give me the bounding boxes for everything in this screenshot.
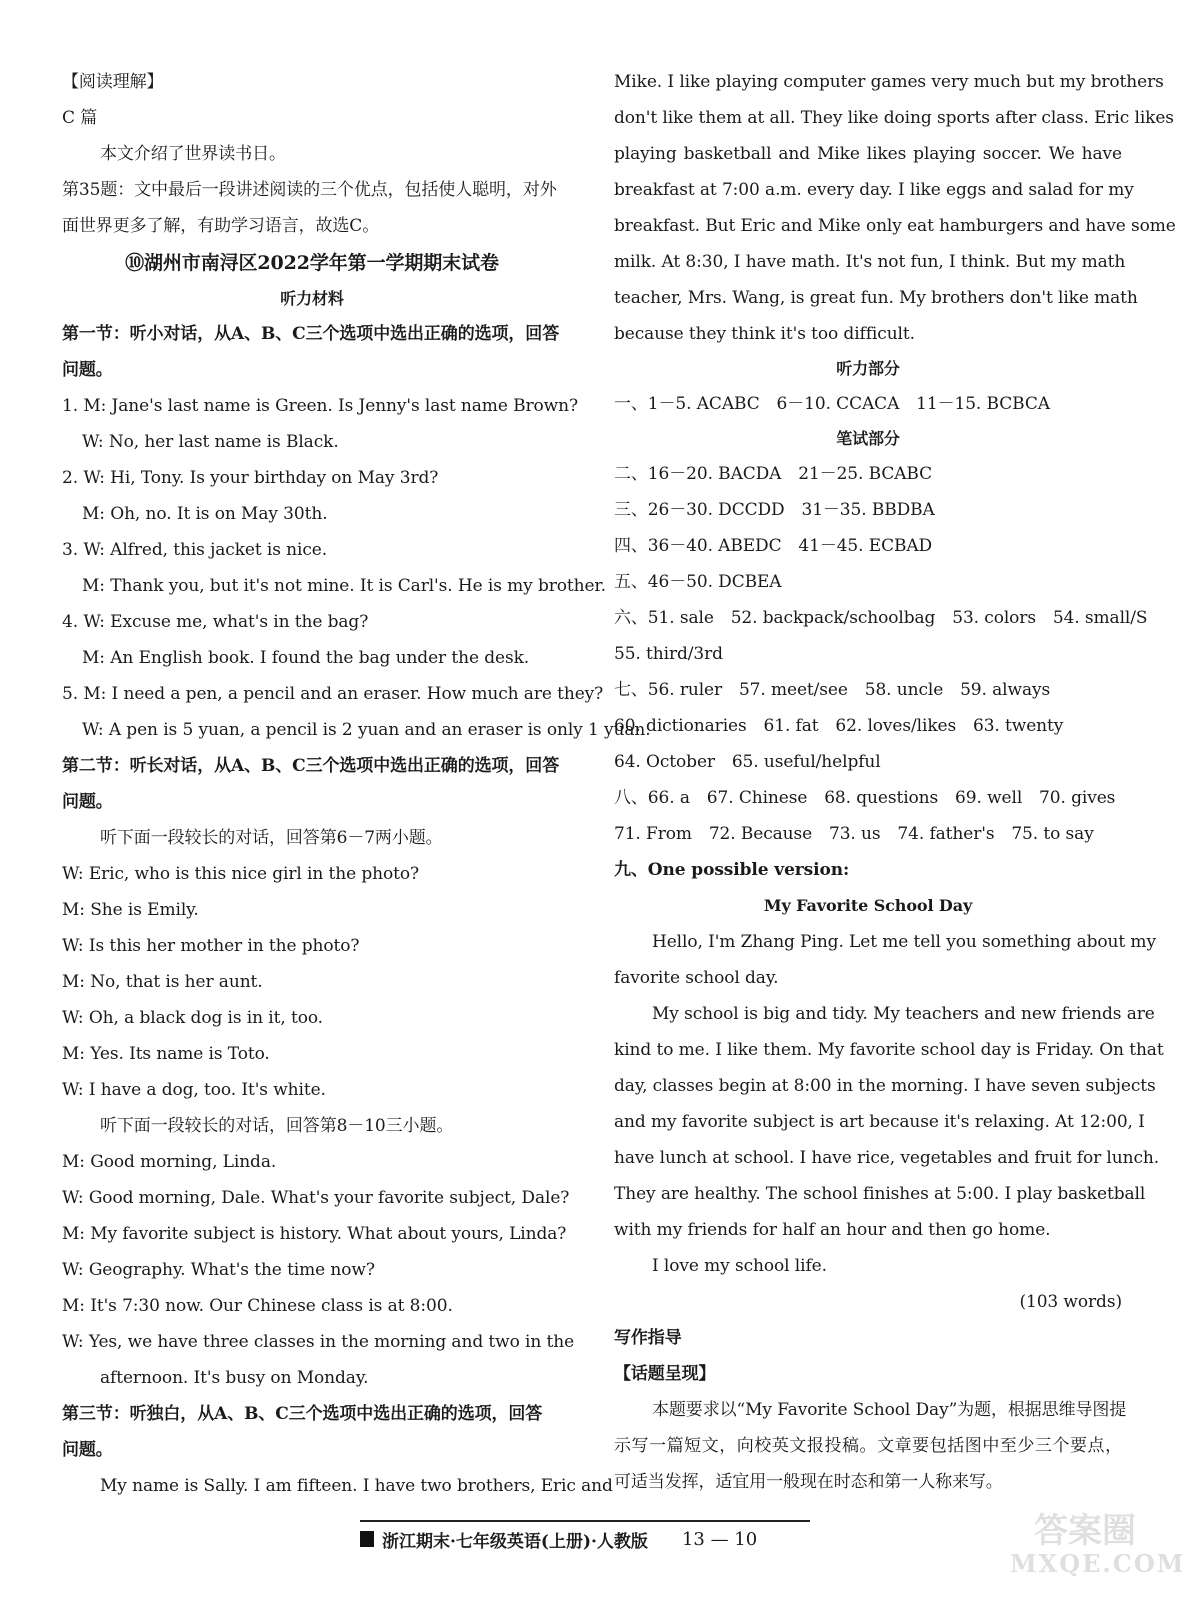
right-text-line: 71. From 72. Because 73. us 74. father's 75. to say [614,824,1094,844]
right-text-line: breakfast at 7:00 a.m. every day. I like eggs and salad for my [614,180,1134,200]
right-text-line: milk. At 8:30, I have math. It's not fun, I think. But my math [614,252,1126,272]
right-text-line: They are healthy. The school finishes at 5:00. I play basketball [614,1184,1146,1204]
left-text-line: My name is Sally. I am fifteen. I have two brothers, Eric and [100,1476,613,1496]
right-text-line: 可适当发挥，适宜用一般现在时态和第一人称来写。 [614,1472,1003,1492]
left-text-line: M: Oh, no. It is on May 30th. [82,504,328,524]
page-number: 13 — 10 [681,1528,758,1550]
right-text-line: because they think it's too difficult. [614,324,915,344]
right-text-line: 笔试部分 [836,429,900,448]
left-text-line: M: Yes. Its name is Toto. [62,1044,270,1064]
left-text-line: W: I have a dog, too. It's white. [62,1080,326,1100]
left-text-line: 听下面一段较长的对话，回答第6－7两小题。 [100,828,443,848]
left-text-line: W: Geography. What's the time now? [62,1260,375,1280]
left-text-line: 2. W: Hi, Tony. Is your birthday on May 3rd? [62,468,439,488]
right-text-line: have lunch at school. I have rice, vegetables and fruit for lunch. [614,1148,1160,1168]
right-text-line: Hello, I'm Zhang Ping. Let me tell you something about my [652,932,1156,952]
right-text-line: 八、66. a 67. Chinese 68. questions 69. well 70. gives [614,788,1116,808]
left-text-line: 1. M: Jane's last name is Green. Is Jenny's last name Brown? [62,396,578,416]
right-text-line: and my favorite subject is art because it's relaxing. At 12:00, I [614,1112,1145,1132]
left-text-line: 面世界更多了解，有助学习语言，故选C。 [62,216,380,236]
left-text-line: 第三节：听独白，从A、B、C三个选项中选出正确的选项，回答 [62,1404,543,1424]
right-text-line: 七、56. ruler 57. meet/see 58. uncle 59. always [614,680,1051,700]
right-text-line: 九、One possible version: [614,860,850,880]
right-column [614,64,1176,1500]
right-text-line: 三、26－30. DCCDD 31－35. BBDBA [614,500,935,520]
watermark-url: MXQE.COM [1010,1549,1185,1578]
right-text-line: 六、51. sale 52. backpack/schoolbag 53. colors 54. small/S [614,608,1148,628]
right-text-line: day, classes begin at 8:00 in the morning. I have seven subjects [614,1076,1156,1096]
left-text-line: 【阅读理解】 [62,72,164,92]
left-text-line: ⑩湖州市南浔区2022学年第一学期期末试卷 [125,252,499,274]
footer-square-icon [360,1531,374,1547]
right-text-line: with my friends for half an hour and then go home. [614,1220,1051,1240]
left-text-line: W: Eric, who is this nice girl in the photo? [62,864,420,884]
watermark-text: 答案圈 [1034,1511,1136,1551]
right-text-line: 55. third/3rd [614,644,723,664]
left-text-line: W: No, her last name is Black. [82,432,339,452]
left-text-line: W: Oh, a black dog is in it, too. [62,1008,323,1028]
left-text-line: 3. W: Alfred, this jacket is nice. [62,540,328,560]
right-text-line: 一、1－5. ACABC 6－10. CCACA 11－15. BCBCA [614,394,1050,414]
right-text-line: don't like them at all. They like doing sports after class. Eric likes [614,108,1174,128]
left-text-line: M: Thank you, but it's not mine. It is Carl's. He is my brother. [82,576,606,596]
right-text-line: 二、16－20. BACDA 21－25. BCABC [614,464,933,484]
right-text-line: 听力部分 [836,359,900,378]
right-text-line: My school is big and tidy. My teachers and new friends are [652,1004,1155,1024]
right-text-line: My Favorite School Day [763,896,973,915]
left-text-line: 问题。 [62,360,113,380]
left-text-line: W: Is this her mother in the photo? [62,936,360,956]
left-text-line: M: It's 7:30 now. Our Chinese class is at 8:00. [62,1296,453,1316]
left-text-line: 第二节：听长对话，从A、B、C三个选项中选出正确的选项，回答 [62,756,560,776]
right-text-line: I love my school life. [652,1256,827,1276]
left-text-line: M: She is Emily. [62,900,199,920]
left-text-line: M: An English book. I found the bag under the desk. [82,648,530,668]
right-text-line: kind to me. I like them. My favorite school day is Friday. On that [614,1040,1164,1060]
left-text-line: 听力材料 [280,289,344,308]
right-text-line: teacher, Mrs. Wang, is great fun. My brothers don't like math [614,288,1138,308]
left-text-line: M: Good morning, Linda. [62,1152,277,1172]
right-text-line: 60. dictionaries 61. fat 62. loves/likes 63. twenty [614,716,1064,736]
right-text-line: 四、36－40. ABEDC 41－45. ECBAD [614,536,933,556]
right-text-line: Mike. I like playing computer games very much but my brothers [614,72,1164,92]
left-text-line: 第一节：听小对话，从A、B、C三个选项中选出正确的选项，回答 [62,324,560,344]
left-text-line: 问题。 [62,792,113,812]
right-text-line: 示写一篇短文，向校英文报投稿。文章要包括图中至少三个要点， [614,1436,1122,1456]
left-text-line: 4. W: Excuse me, what's in the bag? [62,612,369,632]
right-text-line: 五、46－50. DCBEA [614,572,782,592]
footer-title: 浙江期末·七年级英语(上册)·人教版 [382,1531,648,1552]
page-footer [360,1520,810,1556]
right-text-line: breakfast. But Eric and Mike only eat hamburgers and have some [614,216,1176,236]
watermark-logo [1010,1511,1185,1582]
right-text-line: playing basketball and Mike likes playing soccer. We have [614,144,1122,164]
right-text-line: 写作指导 [614,1328,682,1348]
right-text-line: favorite school day. [614,968,779,988]
left-text-line: M: My favorite subject is history. What about yours, Linda? [62,1224,567,1244]
left-text-line: 5. M: I need a pen, a pencil and an eraser. How much are they? [62,684,604,704]
right-text-line: 64. October 65. useful/helpful [614,752,881,772]
left-text-line: W: Good morning, Dale. What's your favorite subject, Dale? [62,1188,570,1208]
left-text-line: C 篇 [62,108,98,128]
left-text-line: 本文介绍了世界读书日。 [100,144,286,164]
left-text-line: 问题。 [62,1440,113,1460]
right-text-line: 本题要求以“My Favorite School Day”为题，根据思维导图提 [652,1400,1127,1420]
left-text-line: 第35题：文中最后一段讲述阅读的三个优点，包括使人聪明，对外 [62,180,557,200]
left-text-line: 听下面一段较长的对话，回答第8－10三小题。 [100,1116,454,1136]
right-text-line: 【话题呈现】 [614,1364,716,1384]
left-text-line: M: No, that is her aunt. [62,972,263,992]
left-text-line: W: Yes, we have three classes in the morning and two in the [62,1332,575,1352]
left-text-line: afternoon. It's busy on Monday. [100,1368,369,1388]
left-text-line: W: A pen is 5 yuan, a pencil is 2 yuan and an eraser is only 1 yuan. [82,720,651,740]
right-text-line: (103 words) [1019,1292,1122,1312]
